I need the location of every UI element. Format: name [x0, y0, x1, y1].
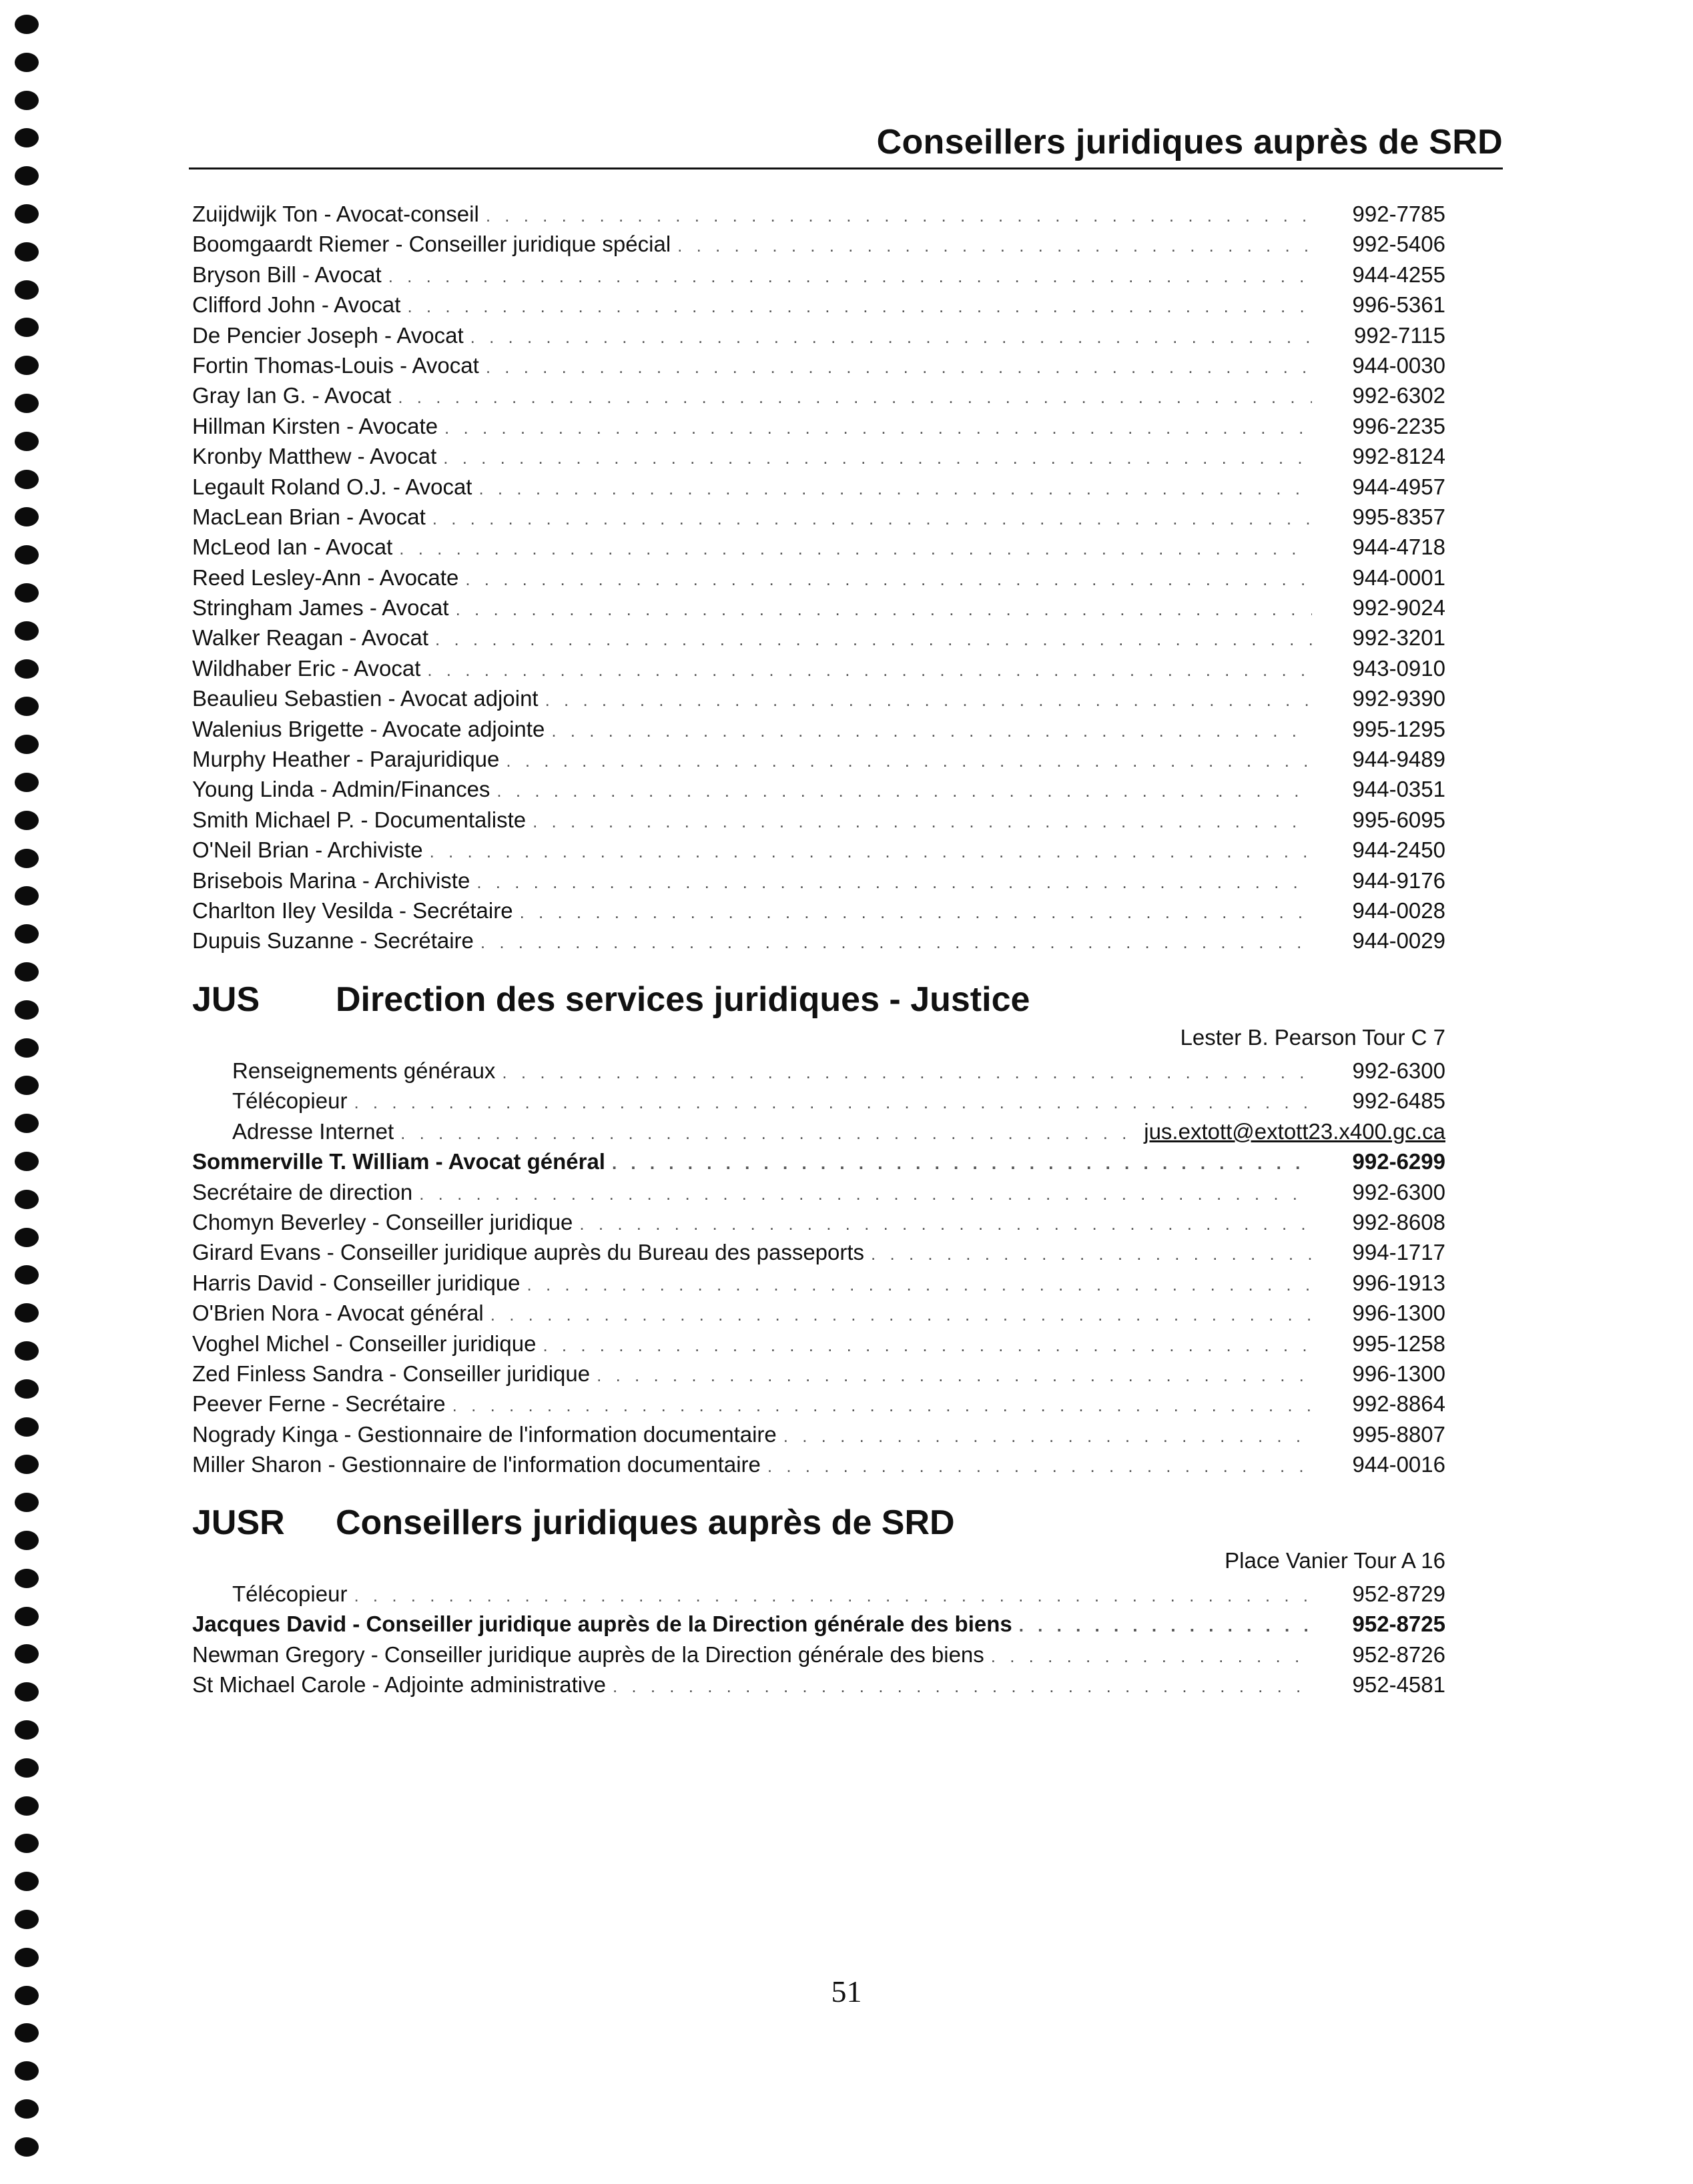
phone-number: 996-1300: [1352, 1361, 1445, 1386]
binder-hole: [15, 1341, 39, 1361]
entry-name: Reed Lesley-Ann - Avocate: [192, 565, 459, 590]
entry-name: Bryson Bill - Avocat: [192, 262, 382, 287]
binder-hole: [15, 1455, 39, 1474]
section-title-jus: [192, 980, 1030, 1020]
phone-number: 992-7785: [1352, 202, 1445, 226]
entry-name: Walker Reagan - Avocat: [192, 625, 429, 651]
binder-hole: [15, 2061, 39, 2081]
binder-hole: [15, 166, 39, 186]
section-title-jusr: [192, 1503, 955, 1543]
binder-hole: [15, 204, 39, 224]
phone-number: 944-0028: [1352, 897, 1445, 923]
binder-hole: [15, 1114, 39, 1133]
binder-hole: [15, 1644, 39, 1664]
binder-hole: [15, 507, 39, 526]
entry-name: St Michael Carole - Adjointe administrative: [192, 1672, 606, 1698]
phone-number: 992-6300: [1352, 1179, 1445, 1204]
entry-name: Zuijdwijk Ton - Avocat-conseil: [192, 202, 479, 226]
phone-number: 992-5406: [1352, 232, 1445, 257]
dot-leader: [527, 1270, 1312, 1300]
section-heading: Direction des services juridiques - Justice: [336, 980, 1030, 1019]
dot-leader: [480, 928, 1312, 958]
dot-leader: [543, 1331, 1312, 1361]
directory-row: [192, 320, 1445, 350]
binder-hole: [15, 886, 39, 905]
entry-name: Beaulieu Sebastien - Avocat adjoint: [192, 686, 539, 711]
directory-row: [192, 1237, 1445, 1267]
binder-hole: [15, 1190, 39, 1209]
directory-row: [192, 380, 1445, 410]
binder-hole: [15, 1720, 39, 1740]
entry-name: Dupuis Suzanne - Secrétaire: [192, 928, 474, 954]
phone-number: 952-8726: [1352, 1642, 1445, 1667]
binder-hole: [15, 849, 39, 868]
dot-leader: [767, 1451, 1312, 1481]
binder-hole: [15, 1531, 39, 1550]
binder-hole: [15, 394, 39, 413]
binder-hole: [15, 1796, 39, 1816]
page-header: [189, 115, 1503, 169]
directory-row: [192, 1116, 1445, 1146]
binder-hole: [15, 1265, 39, 1285]
location-jusr: Place Vanier Tour A 16: [1225, 1548, 1445, 1573]
phone-number: 992-7115: [1353, 322, 1445, 348]
phone-number: 996-1913: [1352, 1270, 1445, 1295]
binder-hole: [15, 2137, 39, 2157]
dot-leader: [613, 1672, 1312, 1702]
phone-number: 952-8725: [1352, 1611, 1445, 1637]
directory-row: [192, 1268, 1445, 1298]
binder-hole: [15, 2023, 39, 2043]
phone-number: 944-0001: [1352, 565, 1445, 590]
phone-number: 992-9390: [1352, 686, 1445, 711]
entry-name: Voghel Michel - Conseiller juridique: [192, 1331, 537, 1356]
phone-number: 952-4581: [1352, 1672, 1445, 1698]
directory-row: [192, 441, 1445, 471]
dot-leader: [452, 1391, 1312, 1421]
binder-hole: [15, 1569, 39, 1588]
phone-number: 995-1258: [1352, 1331, 1445, 1356]
dot-leader: [597, 1361, 1312, 1391]
entry-name: Brisebois Marina - Archiviste: [192, 867, 470, 893]
page-number: 51: [831, 1974, 862, 2009]
entry-name: Peever Ferne - Secrétaire: [192, 1391, 446, 1417]
main-directory-list: [192, 199, 1445, 956]
dot-leader: [456, 595, 1312, 625]
phone-number: 995-1295: [1352, 716, 1445, 741]
dot-leader: [490, 1300, 1312, 1330]
directory-row: [192, 1449, 1445, 1479]
dot-leader: [612, 1148, 1312, 1178]
dot-leader: [478, 474, 1312, 504]
dot-leader: [432, 504, 1312, 534]
dot-leader: [533, 807, 1312, 837]
entry-name: Adresse Internet: [232, 1118, 394, 1144]
entry-name: Young Linda - Admin/Finances: [192, 777, 490, 802]
binder-hole: [15, 1417, 39, 1437]
phone-number: 992-3201: [1352, 625, 1445, 651]
entry-name: Renseignements généraux: [232, 1058, 496, 1083]
internet-address-link[interactable]: jus.extott@extott23.x400.gc.ca: [1144, 1118, 1445, 1144]
dot-leader: [399, 534, 1312, 564]
directory-row: [192, 1579, 1445, 1609]
entry-name: Stringham James - Avocat: [192, 595, 449, 621]
entry-name: Secrétaire de direction: [192, 1179, 413, 1204]
binder-hole: [15, 53, 39, 72]
phone-number: 944-4718: [1352, 534, 1445, 560]
binder-hole: [15, 1038, 39, 1058]
dot-leader: [502, 1058, 1312, 1088]
directory-row: [192, 1298, 1445, 1328]
dot-leader: [991, 1642, 1312, 1672]
dot-leader: [506, 746, 1312, 776]
phone-number: 944-2450: [1352, 837, 1445, 863]
phone-number: 944-0029: [1352, 928, 1445, 954]
directory-row: [192, 895, 1445, 926]
directory-row: [192, 260, 1445, 290]
binder-hole: [15, 1872, 39, 1891]
binder-hole: [15, 1152, 39, 1171]
binder-hole: [15, 621, 39, 641]
directory-row: [192, 835, 1445, 865]
entry-name: Gray Ian G. - Avocat: [192, 383, 392, 408]
directory-row: [192, 1177, 1445, 1207]
dot-leader: [470, 322, 1312, 352]
binder-hole: [15, 15, 39, 34]
entry-name: Chomyn Beverley - Conseiller juridique: [192, 1209, 573, 1234]
binder-hole: [15, 318, 39, 337]
phone-number: 944-0030: [1352, 352, 1445, 378]
section-heading: Conseillers juridiques auprès de SRD: [336, 1503, 955, 1542]
binder-hole: [15, 432, 39, 451]
entry-name: O'Brien Nora - Avocat général: [192, 1301, 484, 1326]
binder-hole: [15, 1607, 39, 1626]
entry-name: Murphy Heather - Parajuridique: [192, 747, 500, 772]
entry-name: Boomgaardt Riemer - Conseiller juridique spécial: [192, 232, 671, 257]
entry-name: Télécopieur: [232, 1581, 348, 1606]
directory-row: [192, 563, 1445, 593]
directory-row: [192, 532, 1445, 562]
binder-hole: [15, 1910, 39, 1929]
binder-hole: [15, 1758, 39, 1778]
binder-hole: [15, 1076, 39, 1095]
entry-name: Charlton Iley Vesilda - Secrétaire: [192, 897, 513, 923]
binder-hole: [15, 545, 39, 565]
dot-leader: [783, 1421, 1312, 1451]
directory-row: [192, 229, 1445, 259]
entry-name: McLeod Ian - Avocat: [192, 534, 393, 560]
entry-name: Walenius Brigette - Avocate adjointe: [192, 716, 545, 741]
binder-holes: [15, 15, 41, 2177]
dot-leader: [435, 625, 1312, 655]
directory-row: [192, 1056, 1445, 1086]
binder-hole: [15, 1948, 39, 1967]
phone-number: 992-6302: [1352, 383, 1445, 408]
dot-leader: [551, 716, 1312, 746]
dot-leader: [400, 1118, 1137, 1148]
directory-row: [192, 1640, 1445, 1670]
directory-row: [192, 411, 1445, 441]
binder-hole: [15, 1228, 39, 1247]
directory-row: [192, 926, 1445, 956]
entry-name: Girard Evans - Conseiller juridique auprès du Bureau des passeports: [192, 1240, 865, 1265]
jus-directory-list: [192, 1056, 1445, 1479]
binder-hole: [15, 242, 39, 262]
phone-number: 992-8608: [1352, 1209, 1445, 1234]
dot-leader: [476, 867, 1312, 897]
entry-name: Fortin Thomas-Louis - Avocat: [192, 352, 479, 378]
directory-row: [192, 1329, 1445, 1359]
directory-row: [192, 1389, 1445, 1419]
phone-number: 995-6095: [1352, 807, 1445, 832]
phone-number: 944-0016: [1352, 1452, 1445, 1477]
binder-hole: [15, 773, 39, 792]
binder-hole: [15, 470, 39, 489]
binder-hole: [15, 735, 39, 754]
phone-number: 992-6299: [1352, 1149, 1445, 1174]
directory-row: [192, 350, 1445, 380]
dot-leader: [354, 1581, 1312, 1611]
binder-hole: [15, 280, 39, 300]
phone-number: 995-8807: [1352, 1421, 1445, 1447]
dot-leader: [444, 413, 1312, 443]
phone-number: 992-9024: [1352, 595, 1445, 621]
phone-number: 944-4957: [1352, 474, 1445, 499]
phone-number: 992-6485: [1352, 1088, 1445, 1114]
entry-name: Wildhaber Eric - Avocat: [192, 655, 421, 681]
directory-row: [192, 1086, 1445, 1116]
directory-row: [192, 1670, 1445, 1700]
section-code: JUS: [192, 980, 260, 1019]
entry-name: O'Neil Brian - Archiviste: [192, 837, 423, 863]
dot-leader: [427, 655, 1312, 685]
directory-row: [192, 683, 1445, 713]
directory-row: [192, 1419, 1445, 1449]
jusr-directory-list: [192, 1579, 1445, 1700]
binder-hole: [15, 583, 39, 603]
entry-name: Télécopieur: [232, 1088, 348, 1114]
binder-hole: [15, 1303, 39, 1323]
dot-leader: [486, 352, 1312, 382]
directory-row: [192, 472, 1445, 502]
binder-hole: [15, 1493, 39, 1512]
directory-row: [192, 593, 1445, 623]
entry-name: Newman Gregory - Conseiller juridique auprès de la Direction générale des biens: [192, 1642, 984, 1667]
binder-hole: [15, 697, 39, 716]
dot-leader: [430, 837, 1312, 867]
directory-row: [192, 290, 1445, 320]
binder-hole: [15, 128, 39, 147]
directory-row: [192, 805, 1445, 835]
location-jus: Lester B. Pearson Tour C 7: [1180, 1025, 1445, 1050]
dot-leader: [1019, 1611, 1312, 1641]
entry-name: Jacques David - Conseiller juridique auprès de la Direction générale des biens: [192, 1611, 1012, 1637]
binder-hole: [15, 1379, 39, 1399]
binder-hole: [15, 1000, 39, 1020]
directory-row: [192, 653, 1445, 683]
phone-number: 992-6300: [1352, 1058, 1445, 1083]
directory-row: [192, 865, 1445, 895]
directory-row: [192, 1146, 1445, 1176]
phone-number: 996-5361: [1352, 292, 1445, 318]
binder-hole: [15, 91, 39, 110]
binder-hole: [15, 659, 39, 679]
dot-leader: [398, 382, 1312, 412]
directory-row: [192, 744, 1445, 774]
entry-name: Clifford John - Avocat: [192, 292, 401, 318]
dot-leader: [496, 776, 1312, 806]
phone-number: 944-4255: [1352, 262, 1445, 287]
phone-number: 994-1717: [1352, 1240, 1445, 1265]
page-title: Conseillers juridiques auprès de SRD: [876, 123, 1503, 161]
entry-name: Hillman Kirsten - Avocate: [192, 413, 438, 438]
directory-row: [192, 623, 1445, 653]
binder-hole: [15, 2099, 39, 2119]
directory-row: [192, 1207, 1445, 1237]
directory-row: [192, 502, 1445, 532]
phone-number: 995-8357: [1352, 504, 1445, 529]
dot-leader: [545, 685, 1312, 715]
binder-hole: [15, 924, 39, 944]
dot-leader: [465, 565, 1312, 595]
directory-row: [192, 774, 1445, 804]
directory-row: [192, 1609, 1445, 1639]
entry-name: De Pencier Joseph - Avocat: [192, 322, 464, 348]
directory-row: [192, 199, 1445, 229]
dot-leader: [407, 292, 1312, 322]
binder-hole: [15, 1682, 39, 1702]
section-code: JUSR: [192, 1503, 285, 1542]
phone-number: 944-0351: [1352, 777, 1445, 802]
entry-name: Harris David - Conseiller juridique: [192, 1270, 521, 1295]
dot-leader: [486, 201, 1312, 231]
phone-number: 944-9176: [1352, 867, 1445, 893]
binder-hole: [15, 356, 39, 375]
dot-leader: [388, 262, 1312, 292]
phone-number: 943-0910: [1352, 655, 1445, 681]
entry-name: Smith Michael P. - Documentaliste: [192, 807, 527, 832]
binder-hole: [15, 962, 39, 982]
entry-name: Kronby Matthew - Avocat: [192, 444, 437, 469]
entry-name: Sommerville T. William - Avocat général: [192, 1149, 605, 1174]
binder-hole: [15, 1834, 39, 1853]
entry-name: MacLean Brian - Avocat: [192, 504, 426, 529]
directory-row: [192, 714, 1445, 744]
entry-name: Miller Sharon - Gestionnaire de l'information documentaire: [192, 1452, 761, 1477]
phone-number: 996-2235: [1352, 413, 1445, 438]
dot-leader: [419, 1179, 1312, 1209]
phone-number: 992-8864: [1352, 1391, 1445, 1417]
dot-leader: [871, 1239, 1312, 1269]
dot-leader: [520, 897, 1312, 928]
entry-name: Zed Finless Sandra - Conseiller juridique: [192, 1361, 591, 1386]
directory-row: [192, 1359, 1445, 1389]
dot-leader: [579, 1209, 1312, 1239]
dot-leader: [354, 1088, 1312, 1118]
header-rule: [189, 167, 1503, 169]
entry-name: Nogrady Kinga - Gestionnaire de l'information documentaire: [192, 1421, 777, 1447]
phone-number: 952-8729: [1352, 1581, 1445, 1606]
dot-leader: [677, 231, 1312, 261]
phone-number: 996-1300: [1352, 1301, 1445, 1326]
phone-number: 992-8124: [1352, 444, 1445, 469]
binder-hole: [15, 811, 39, 830]
phone-number: 944-9489: [1352, 747, 1445, 772]
dot-leader: [443, 443, 1312, 473]
entry-name: Legault Roland O.J. - Avocat: [192, 474, 472, 499]
